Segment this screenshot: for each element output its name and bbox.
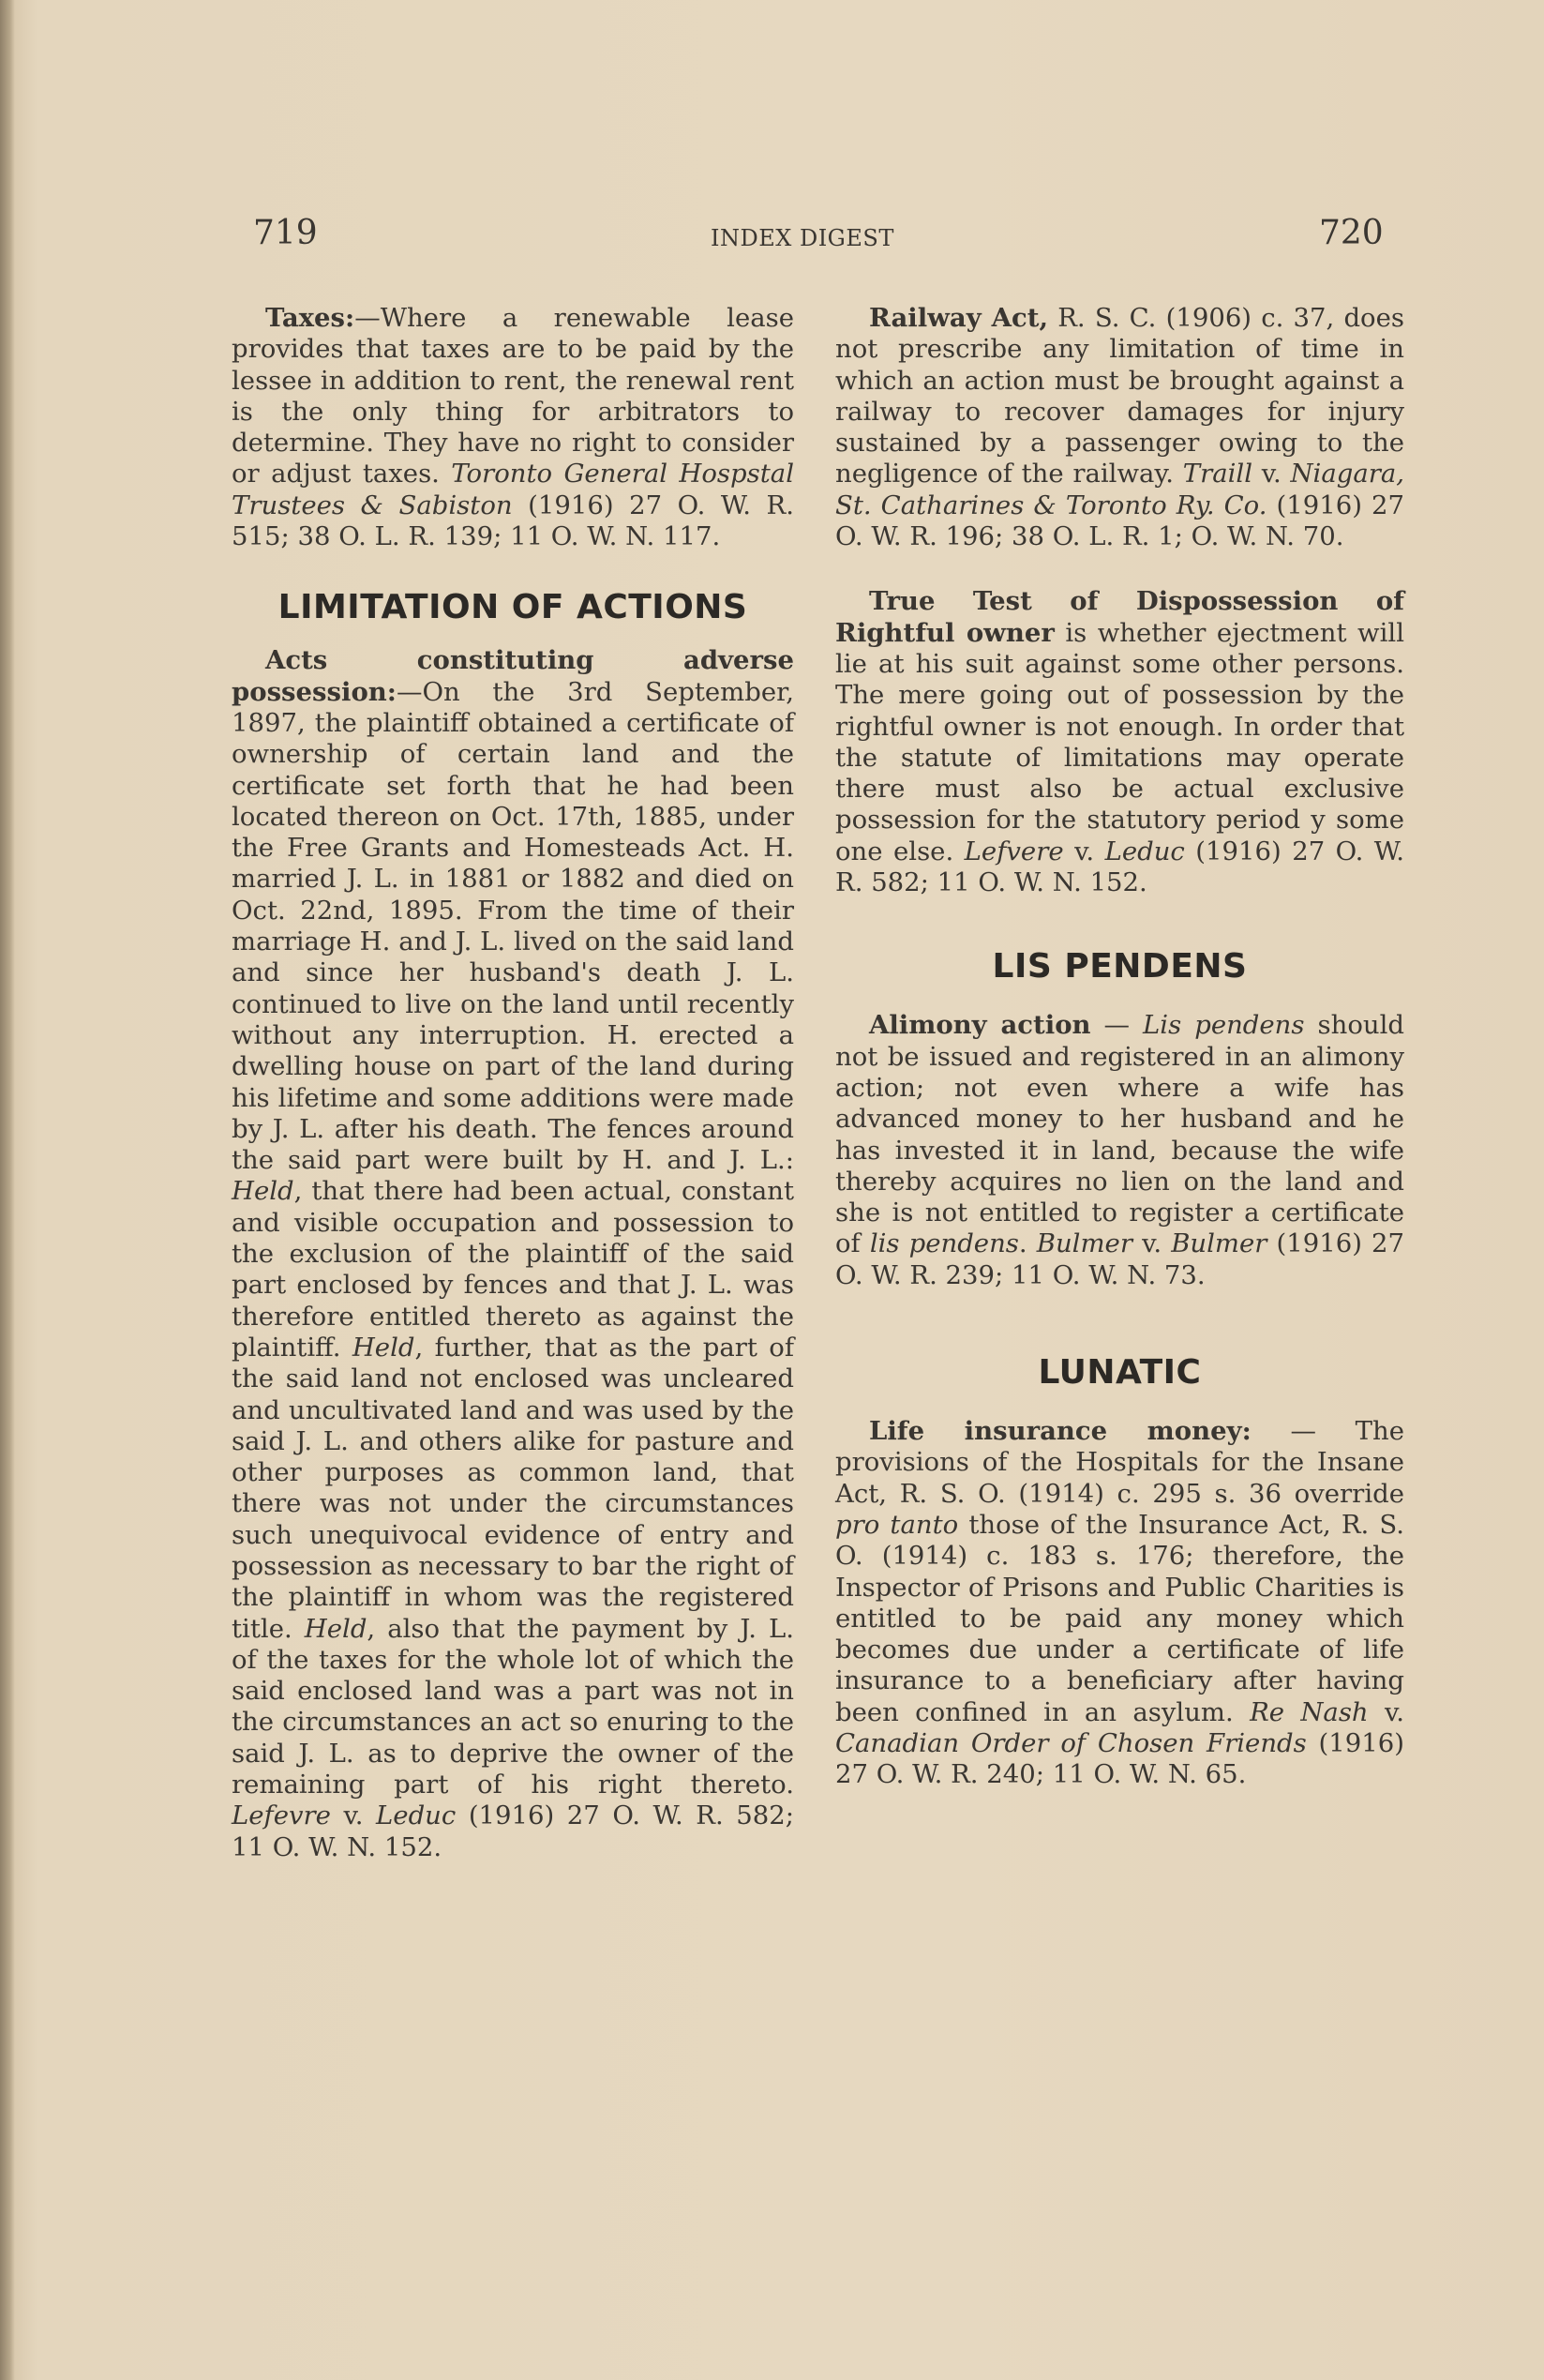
entry-true-test <box>835 586 1404 898</box>
case-party: Leduc <box>376 1800 457 1831</box>
case-versus: v. <box>1252 459 1291 490</box>
case-versus: v. <box>1132 1228 1172 1259</box>
entry-taxes <box>232 303 794 552</box>
entry-keyword: Acts constituting adverse possession: <box>232 645 794 707</box>
entry-text: , further, that as the part of the said land not enclosed was uncleared and uncultivated land and was used by the said J. L. and others alike for pasture and other purposes as common land, that there was not under the circumstances such unequivocal evidence of entry and possession as necessary to bar the right of the plaintiff in whom was the registered title. <box>232 1332 795 1644</box>
citation: (1916) 27 O. W. R. 582; 11 O. W. N. 152. <box>232 1800 794 1862</box>
entry-keyword: Taxes: <box>265 303 355 333</box>
entry-text: —On the 3rd September, 1897, the plaintiff obtained a certificate of ownership of certain land and the certificate set forth that he had been located thereon on Oct. 17th, 1885, under the Free Grants and Homesteads Act. H. married J. L. in 1881 or 1882 and died on Oct. 22nd, 1895. From the time of their marriage H. and J. L. lived on the said land and since her husband's death J. L. continued to live on the land until recently without any interruption. H. erected a dwelling house on part of the land during his lifetime and some additions were made by J. L. after his death. The fences around the said part were built by H. and J. L.: <box>232 676 794 1176</box>
case-party: Canadian Order of Chosen Friends <box>835 1727 1307 1758</box>
entry-text: . <box>1018 1228 1037 1259</box>
citation: (1916) 27 O. W. R. 582; 11 O. W. N. 152. <box>835 836 1405 898</box>
page-header <box>0 214 1544 261</box>
entry-text: R. S. C. (1906) c. 37, does not prescribe any limitation of time in which an action must be brought against a railway to recover damages for injury sustained by a passenger owing to the negligence of the railway. <box>835 303 1404 490</box>
case-versus: v. <box>1368 1696 1404 1727</box>
left-column <box>232 303 794 1863</box>
held-word: Held <box>352 1332 415 1363</box>
entry-text: is whether ejectment will lie at his suit against some other persons. The mere going out of possession by the rightful owner is not enough. In order that the statute of limitations may operate there must also be actual exclusive possession for the statutory period y some one else. <box>835 617 1404 866</box>
left-page-number: 719 <box>253 214 318 252</box>
entry-text: , that there had been actual, constant and visible occupation and possession to the exclusion of the plaintiff of the said part enclosed by fences and that J. L. was therefore entitled thereto as against the plaintiff. <box>232 1176 794 1363</box>
entry-keyword: Alimony action <box>869 1010 1091 1041</box>
latin-term: pro tanto <box>835 1509 959 1540</box>
citation: (1916) 27 O. W. R. 196; 38 O. L. R. 1; O. W. N. 70. <box>835 490 1404 552</box>
citation: (1916) 27 O. W. R. 515; 38 O. L. R. 139; 11 O. W. N. 117. <box>232 490 794 552</box>
case-party: Leduc <box>1104 836 1185 866</box>
latin-term: lis pendens <box>869 1228 1019 1259</box>
entry-adverse-possession <box>232 645 794 1863</box>
case-party: Traill <box>1182 459 1253 490</box>
entry-keyword: Railway Act, <box>869 303 1049 333</box>
entry-keyword: True Test of Dispossession of Rightful owner <box>835 586 1404 648</box>
latin-term: Lis pendens <box>1143 1010 1305 1041</box>
case-party: Lefevre <box>232 1800 331 1831</box>
case-party: Bulmer <box>1036 1228 1132 1259</box>
section-heading-lunatic: LUNATIC <box>1038 1353 1202 1393</box>
citation: (1916) 27 O. W. R. 239; 11 O. W. N. 73. <box>835 1228 1405 1290</box>
running-head: INDEX DIGEST <box>711 225 894 251</box>
entry-keyword: Life insurance money: <box>869 1416 1252 1447</box>
paragraph-gap <box>835 552 1404 586</box>
case-party: Re Nash <box>1250 1696 1369 1727</box>
entry-railway-act <box>835 303 1404 552</box>
entry-text: — The provisions of the Hospitals for the Insane Act, R. S. O. (1914) c. 295 s. 36 override <box>835 1416 1404 1509</box>
held-word: Held <box>304 1613 367 1644</box>
entry-text: , also that the payment by J. L. of the taxes for the whole lot of which the said enclosed land was a part was not in the circumstances an act so enuring to the said J. L. as to deprive the owner of the remaining part of his right thereto. <box>232 1613 794 1800</box>
case-party: Bulmer <box>1171 1228 1267 1259</box>
entry-text: —Where a renewable lease provides that taxes are to be paid by the lessee in addition to rent, the renewal rent is the only thing for arbitrators to determine. They have no right to consider or adjust taxes. <box>232 303 794 490</box>
case-name: Toronto General Hospstal Trustees & Sabiston <box>232 459 794 520</box>
case-versus: v. <box>330 1800 377 1831</box>
right-page-number: 720 <box>1319 214 1384 252</box>
entry-dash: — <box>1090 1010 1144 1041</box>
entry-alimony <box>835 1010 1404 1291</box>
citation: (1916) 27 O. W. R. 240; 11 O. W. N. 65. <box>835 1727 1404 1790</box>
entry-text: should not be issued and registered in an alimony action; not even where a wife has advanced money to her husband and he has invested it in land, because the wife thereby acquires no lien on the land and she is not entitled to register a certificate of <box>835 1010 1405 1259</box>
section-heading-limitation-of-actions: LIMITATION OF ACTIONS <box>277 588 748 627</box>
page-binding-edge <box>0 0 15 2380</box>
right-column <box>835 303 1404 1791</box>
entry-text: those of the Insurance Act, R. S. O. (1914) c. 183 s. 176; therefore, the Inspector of Prisons and Public Charities is entitled to be paid any money which becomes due under a certificate of life insurance to a beneficiary after having been confined in an asylum. <box>835 1509 1404 1727</box>
case-versus: v. <box>1063 836 1105 866</box>
section-heading-lis-pendens: LIS PENDENS <box>992 947 1248 987</box>
held-word: Held <box>232 1176 294 1207</box>
entry-life-insurance <box>835 1416 1404 1791</box>
case-party: Lefvere <box>964 836 1064 866</box>
case-party: Niagara, St. Catharines & Toronto Ry. Co. <box>835 459 1405 520</box>
